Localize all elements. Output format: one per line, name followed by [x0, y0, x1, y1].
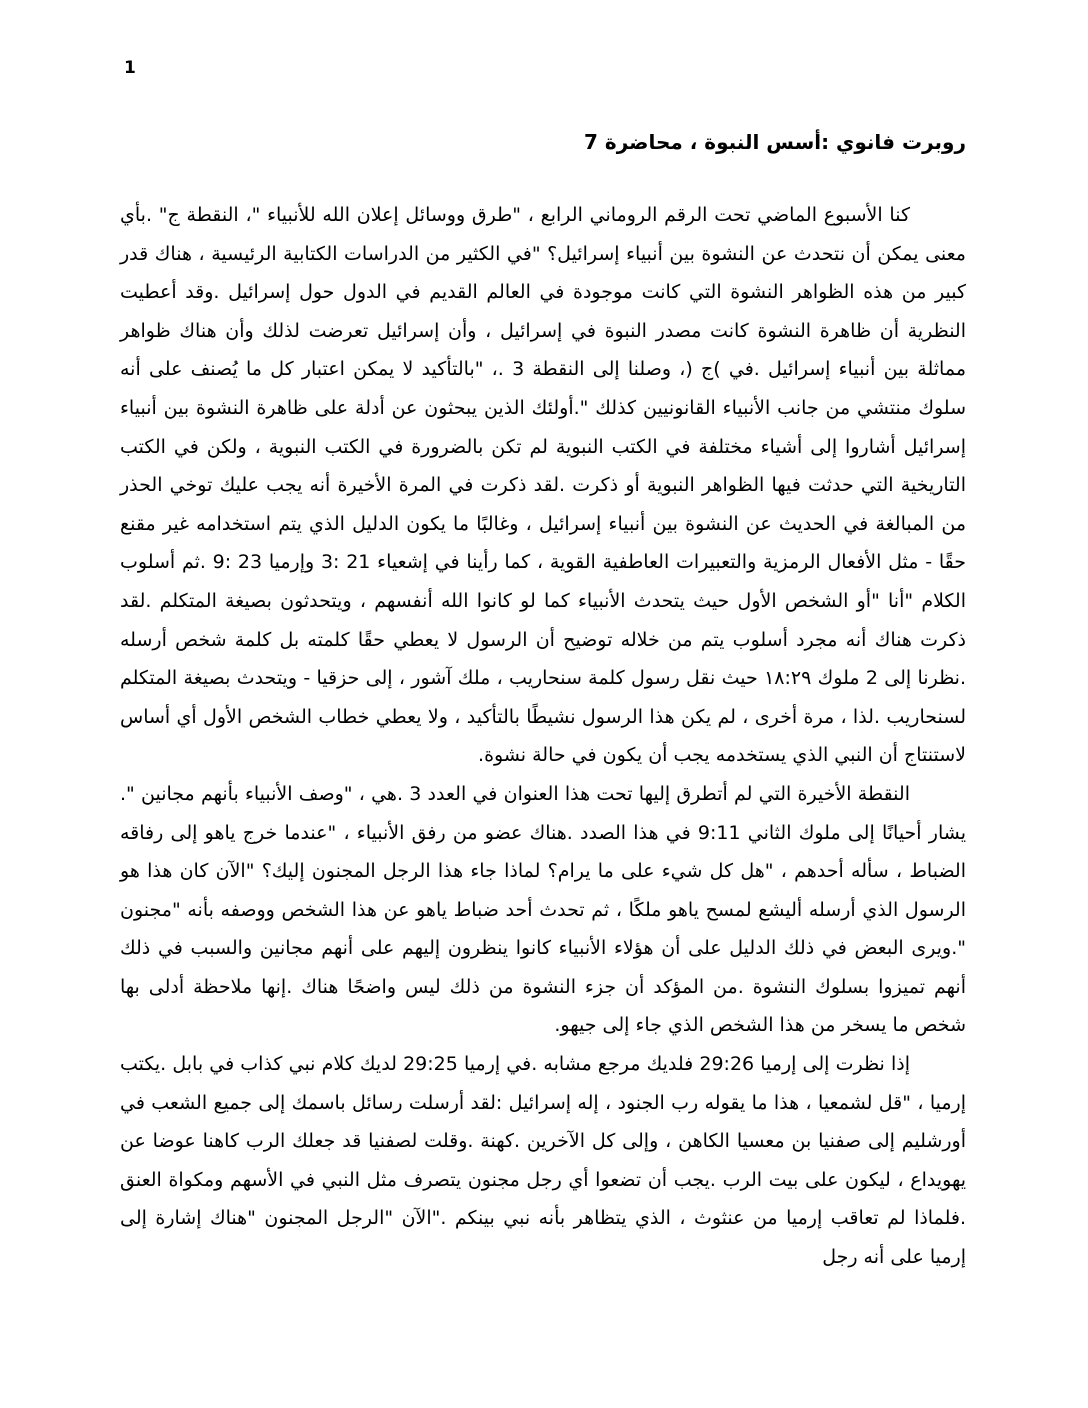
paragraph-1: كنا الأسبوع الماضي تحت الرقم الروماني الرابع ، "طرق ووسائل إعلان الله للأنبياء "، النقطة ج" .بأي معنى يمكن أن نتحدث عن النشوة بين أنبياء إسرائيل؟ "في الكثير من الدراسات الكتابية الرئيسية ، هناك قدر كبير من هذه الظواهر النشوة التي كانت موجودة في العالم القديم في الدول حول إسرائيل .وقد أعطيت النظرية أن ظاهرة النشوة كانت مصدر النبوة في إسرائيل ، وأن إسرائيل تعرضت لذلك وأن هناك ظواهر مماثلة بين أنبياء إسرائيل .في )ج (، وصلنا إلى النقطة 3 .، "بالتأكيد لا يمكن اعتبار كل ما يُصنف على أنه سلوك منتشي من جانب الأنبياء القانونيين كذلك ".أولئك الذين يبحثون عن أدلة على ظاهرة النشوة بين أنبياء إسرائيل أشاروا إلى أشياء مختلفة في الكتب النبوية لم تكن بالضرورة في الكتب النبوية ، ولكن في الكتب التاريخية التي حدثت فيها الظواهر النبوية أو ذكرت .لقد ذكرت في المرة الأخيرة أنه يجب عليك توخي الحذر من المبالغة في الحديث عن النشوة بين أنبياء إسرائيل ، وغالبًا ما يكون الدليل الذي يتم استخدامه غير مقنع حقًا - مثل الأفعال الرمزية والتعبيرات العاطفية القوية ، كما رأينا في إشعياء 21 :3 وإرميا 23 :9 .ثم أسلوب الكلام "أنا "أو الشخص الأول حيث يتحدث الأنبياء كما لو كانوا الله أنفسهم ، ويتحدثون بصيغة المتكلم .لقد ذكرت هناك أنه مجرد أسلوب يتم من خلاله توضيح أن الرسول لا يعطي حقًا كلمته بل كلمة شخص أرسله .نظرنا إلى 2 ملوك ١٨:٢٩ حيث نقل رسول كلمة سنحاريب ، ملك آشور ، إلى حزقيا - ويتحدث بصيغة المتكلم لسنحاريب .لذا ، مرة أخرى ، لم يكن هذا الرسول نشيطًا بالتأكيد ، ولا يعطي خطاب الشخص الأول أي أساس لاستنتاج أن النبي الذي يستخدمه يجب أن يكون في حالة نشوة. — [120, 204, 966, 767]
paragraph-2: النقطة الأخيرة التي لم أتطرق إليها تحت هذا العنوان في العدد 3 .هي ، "وصف الأنبياء بأنهم مجانين ". يشار أحيانًا إلى ملوك الثاني 9:11 في هذا الصدد .هناك عضو من رفق الأنبياء ، "عندما خرج ياهو إلى رفاقه الضباط ، سأله أحدهم ، "هل كل شيء على ما يرام؟ لماذا جاء هذا الرجل المجنون إليك؟ "الآن كان هذا هو الرسول الذي أرسله أليشع لمسح ياهو ملكًا ، ثم تحدث أحد ضباط ياهو عن هذا الشخص ووصفه بأنه "مجنون ".ويرى البعض في ذلك الدليل على أن هؤلاء الأنبياء كانوا ينظرون إليهم على أنهم مجانين والسبب في ذلك أنهم تميزوا بسلوك النشوة .من المؤكد أن جزء النشوة من ذلك ليس واضحًا هناك .إنها ملاحظة أدلى بها شخص ما يسخر من هذا الشخص الذي جاء إلى جيهو. — [120, 782, 966, 1037]
paragraph-3: إذا نظرت إلى إرميا 29:26 فلديك مرجع مشابه .في إرميا 29:25 لديك كلام نبي كذاب في بابل .يكتب إرميا ، "قل لشمعيا ، هذا ما يقوله رب الجنود ، إله إسرائيل :لقد أرسلت رسائل باسمك إلى جميع الشعب في أورشليم إلى صفنيا بن معسيا الكاهن ، وإلى كل الآخرين .كهنة .وقلت لصفنيا قد جعلك الرب كاهنا عوضا عن يهويداع ، ليكون على بيت الرب .يجب أن تضعوا أي رجل مجنون يتصرف مثل النبي في الأسهم ومكواة العنق .فلماذا لم تعاقب إرميا من عنثوث ، الذي يتظاهر بأنه نبي بينكم ."الآن "الرجل المجنون "هناك إشارة إلى إرميا على أنه رجل — [120, 1053, 966, 1269]
document-title: روبرت فانوي :أسس النبوة ، محاضرة 7 — [584, 130, 966, 154]
document-body — [120, 196, 966, 1277]
page-number: 1 — [124, 58, 136, 78]
